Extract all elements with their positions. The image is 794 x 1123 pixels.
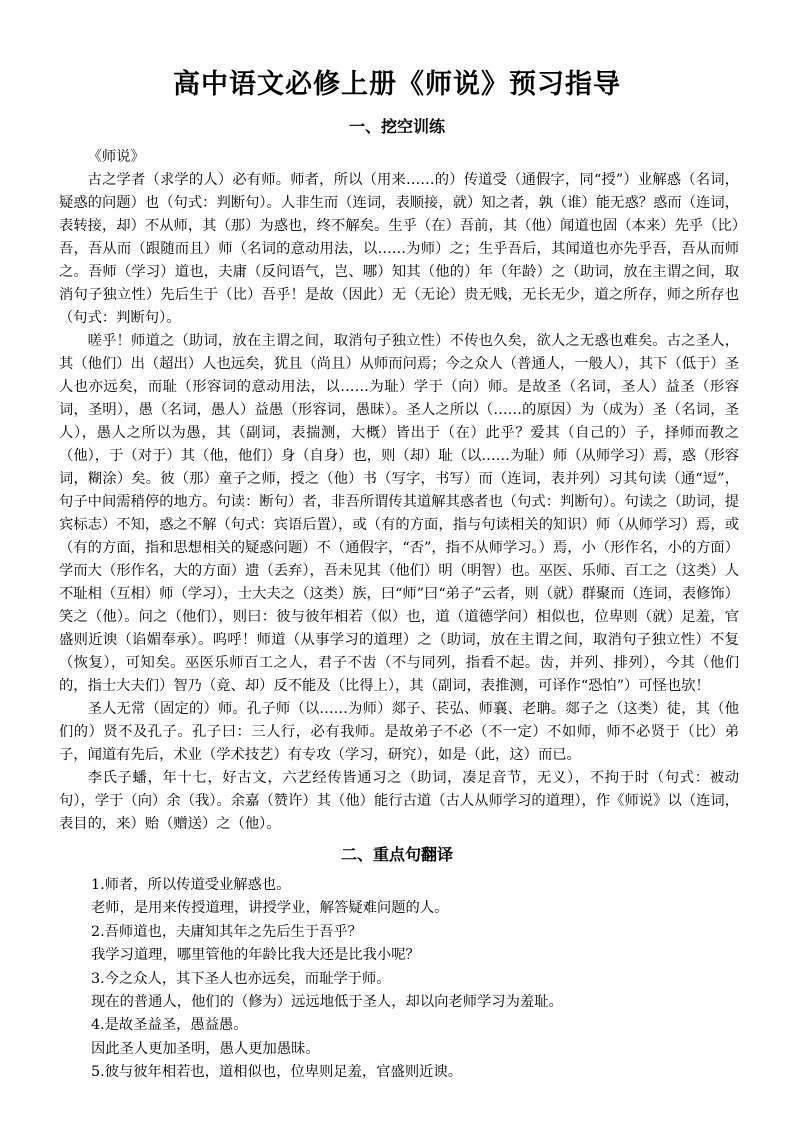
essay-paragraph-3: 圣人无常（固定的）师。孔子师（以……为师）郯子、苌弘、师襄、老聃。郯子之（这类）徒，其（他们的）贤不及孔子。孔子曰：三人行，必有我师。是故弟子不必（不一定）不如师，师不必贤于（比）弟子，闻道有先后，术业（学术技艺）有专攻（学习，研究），如是（此，这）而已。	[59, 701, 739, 763]
translation-source-2: 2.吾师道也，夫庸知其年之先后生于吾乎？	[91, 923, 362, 940]
section-body-translation	[91, 874, 731, 1085]
essay-paragraph-4: 李氏子蟠，年十七，好古文，六艺经传皆通习之（助词，凑足音节，无义），不拘于时（句式：被动句），学于（向）余（我）。余嘉（赞许）其（他）能行古道（古人从师学习的道理），作《师说》以（连词，表目的，来）贻（赠送）之（他）。	[59, 770, 739, 832]
translation-source-3: 3.今之众人，其下圣人也亦远矣，而耻学于师。	[91, 970, 391, 987]
translation-answer-1: 老师，是用来传授道理，讲授学业，解答疑难问题的人。	[91, 900, 449, 917]
document-title: 高中语文必修上册《师说》预习指导	[173, 69, 621, 100]
translation-source-4: 4.是故圣益圣，愚益愚。	[91, 1017, 248, 1034]
translation-answer-3: 现在的普通人，他们的（修为）远远地低于圣人，却以向老师学习为羞耻。	[91, 994, 563, 1011]
section-heading-translation: 二、重点句翻译	[340, 845, 453, 864]
section-heading-fill-blank: 一、挖空训练	[348, 117, 445, 136]
essay-paragraph-2: 嗟乎！师道之（助词，放在主谓之间，取消句子独立性）不传也久矣，欲人之无惑也难矣。古之圣人，其（他们）出（超出）人也远矣，犹且（尚且）从师而问焉；今之众人（普通人，一般人），其下（低于）圣人也亦远矣，而耻（形容词的意动用法，以……为耻）学于（向）师。是故圣（名词，圣人）益圣（形容词，圣明），愚（名词，愚人）益愚（形容词，愚昧）。圣人之所以（……的原因）为（成为）圣（名词，圣人），愚人之所以为愚，其（副词，表揣测，大概）皆出于（在）此乎？爱其（自己的）子，择师而教之（他），于（对于）其（他，他们）身（自身）也，则（却）耻（以……为耻）师（从师学习）焉，惑（形容词，糊涂）矣。彼（那）童子之师，授之（他）书（写字，书写）而（连词，表并列）习其句读（通“逗”，句子中间需稍停的地方。句读：断句）者，非吾所谓传其道解其惑者也（句式：判断句）。句读之（助词，提宾标志）不知，惑之不解（句式：宾语后置），或（有的方面，指与句读相关的知识）师（从师学习）焉，或（有的方面，指和思想相关的疑惑问题）不（通假字，“否”，指不从师学习。）焉，小（形作名，小的方面）学而大（形作名，大的方面）遗（丢弃），吾未见其（他们）明（明智）也。巫医、乐师、百工之（这类）人不耻相（互相）师（学习），士大夫之（这类）族，曰“师”曰“弟子”云者，则（就）群聚而（连词，表修饰）笑之（他）。问之（他们），则曰：彼与彼年相若（似）也，道（道德学问）相似也，位卑则（就）足羞，官盛则近谀（谄媚奉承）。呜呼！师道（从事学习的道理）之（助词，放在主谓之间，取消句子独立性）不复（恢复），可知矣。巫医乐师百工之人，君子不齿（不与同列，指看不起。齿，并列、排列），今其（他们的，指士大夫们）智乃（竟、却）反不能及（比得上），其（副词，表推测，可译作“恐怕”）可怪也欤！	[59, 333, 739, 694]
essay-paragraph-1: 古之学者（求学的人）必有师。师者，所以（用来……的）传道受（通假字，同“授”）业解惑（名词，疑惑的问题）也（句式：判断句）。人非生而（连词，表顺接，就）知之者，孰（谁）能无惑？惑而（连词，表转接，却）不从师，其（那）为惑也，终不解矣。生乎（在）吾前，其（他）闻道也固（本来）先乎（比）吾，吾从而（跟随而且）师（名词的意动用法，以……为师）之；生乎吾后，其闻道也亦先乎吾，吾从而师之。吾师（学习）道也，夫庸（反问语气，岂、哪）知其（他的）年（年龄）之（助词，放在主谓之间，取消句子独立性）先后生于（比）吾乎！是故（因此）无（无论）贵无贱，无长无少，道之所存，师之所存也（句式：判断句）。	[59, 172, 739, 326]
translation-source-5: 5.彼与彼年相若也，道相似也，位卑则足羞，官盛则近谀。	[91, 1064, 463, 1081]
essay-subheading: 《师说》	[87, 149, 145, 165]
section-body-fill-blank	[59, 146, 739, 836]
translation-answer-2: 我学习道理，哪里管他的年龄比我大还是比我小呢？	[91, 947, 420, 964]
translation-answer-4: 因此圣人更加圣明，愚人更加愚昧。	[91, 1040, 320, 1057]
translation-source-1: 1.师者，所以传道受业解惑也。	[91, 877, 291, 893]
